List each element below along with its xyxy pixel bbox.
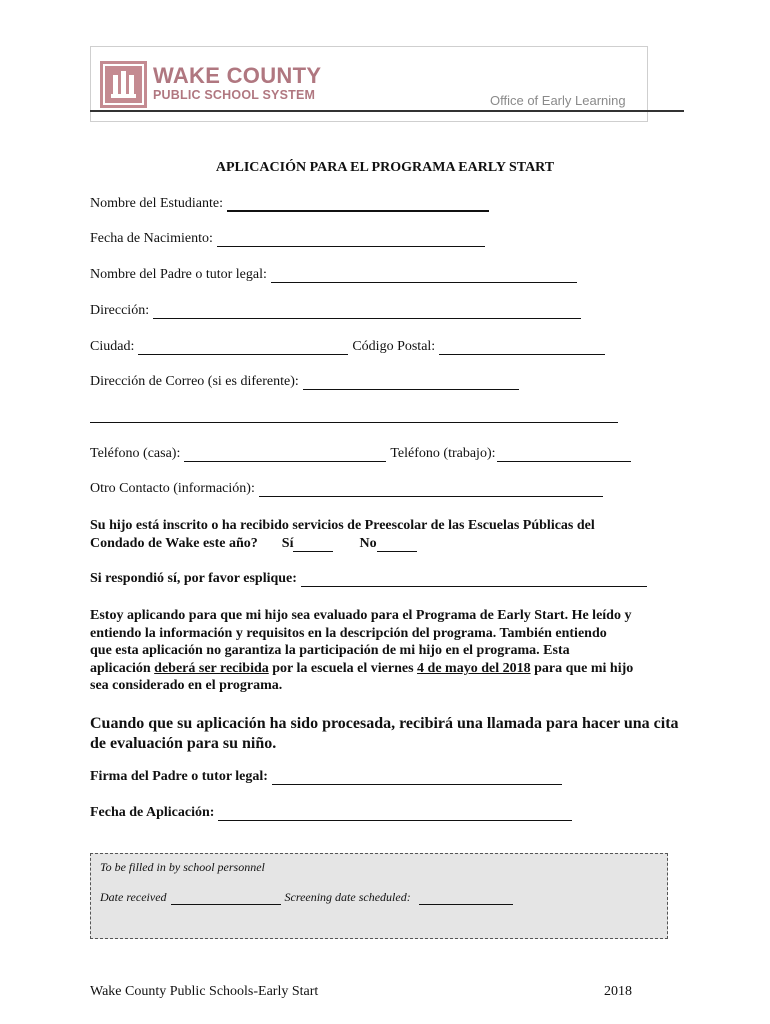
explain-row [90, 571, 651, 587]
address-field[interactable] [153, 306, 581, 319]
phone-work-field[interactable] [497, 449, 631, 462]
no-field[interactable] [377, 539, 417, 552]
no-label: No [359, 535, 377, 551]
school-personnel-row [100, 890, 517, 905]
explain-field[interactable] [301, 574, 647, 587]
signature-label: Firma del Padre o tutor legal: [90, 769, 268, 784]
preschool-question-line2: Condado de Wake este año? [90, 535, 258, 551]
signature-field[interactable] [272, 772, 562, 785]
header-rule [90, 110, 684, 112]
student-name-field[interactable] [227, 198, 489, 212]
student-name-label: Nombre del Estudiante: [90, 196, 223, 211]
signature-row [90, 769, 566, 785]
birth-date-label: Fecha de Nacimiento: [90, 231, 213, 246]
zip-label: Código Postal: [352, 339, 436, 354]
statement-line4-e: para que mi hijo [534, 660, 634, 676]
mail-address-label: Dirección de Correo (si es diferente): [90, 374, 299, 389]
notice-line1: Cuando que su aplicación ha sido procesada, recibirá una llamada para hacer una cita [90, 715, 679, 732]
notice-line2: de evaluación para su niño. [90, 735, 277, 752]
student-name-row [90, 196, 493, 212]
city-zip-row [90, 339, 609, 355]
statement-line2: entiendo la información y requisitos en la descripción del programa. También entiendo [90, 625, 607, 641]
other-contact-label: Otro Contacto (información): [90, 481, 255, 496]
footer-left: Wake County Public Schools-Early Start [90, 984, 319, 999]
preschool-question [90, 517, 690, 552]
parent-name-field[interactable] [271, 270, 577, 283]
page-title: APLICACIÓN PARA EL PROGRAMA EARLY START [215, 160, 555, 175]
preschool-question-line1: Su hijo está inscrito o ha recibido servicios de Preescolar de las Escuelas Públicas del [90, 518, 595, 533]
other-contact-field[interactable] [259, 484, 603, 497]
address-label: Dirección: [90, 303, 150, 318]
birth-date-field[interactable] [217, 234, 485, 247]
deadline-date: 4 de mayo del 2018 [417, 660, 531, 676]
parent-name-row [90, 267, 581, 283]
city-label: Ciudad: [90, 339, 135, 354]
yes-field[interactable] [293, 539, 333, 552]
notice-paragraph [90, 714, 690, 754]
office-name: Office of Early Learning [490, 93, 626, 108]
statement-line4-a: aplicación [90, 660, 151, 676]
other-contact-row [90, 481, 607, 497]
wcpss-logo-icon [100, 61, 147, 108]
parent-name-label: Nombre del Padre o tutor legal: [90, 267, 267, 282]
screening-date-field[interactable] [419, 894, 513, 905]
yes-label: Sí [281, 535, 294, 551]
mail-address-field-2[interactable] [90, 410, 618, 423]
deadline-emphasis: deberá ser recibida [154, 660, 269, 676]
date-received-label: Date received [100, 890, 167, 904]
phone-home-field[interactable] [184, 449, 386, 462]
mail-address-row [90, 374, 523, 390]
date-received-field[interactable] [171, 894, 281, 905]
statement-line4-c: por la escuela el viernes [272, 660, 414, 676]
app-date-field[interactable] [218, 808, 572, 821]
statement-line1: Estoy aplicando para que mi hijo sea evaluado para el Programa de Early Start. He leído y [90, 608, 632, 623]
city-field[interactable] [138, 342, 348, 355]
phone-row [90, 446, 635, 462]
phone-home-label: Teléfono (casa): [90, 446, 181, 461]
birth-date-row [90, 231, 489, 247]
zip-field[interactable] [439, 342, 605, 355]
mail-address-row-2 [90, 410, 622, 423]
school-personnel-title: To be filled in by school personnel [100, 860, 265, 874]
statement-line5: sea considerado en el programa. [90, 678, 283, 693]
mail-address-field[interactable] [303, 377, 519, 390]
phone-work-label: Teléfono (trabajo): [390, 446, 496, 461]
org-subtitle: PUBLIC SCHOOL SYSTEM [153, 88, 316, 102]
app-date-row [90, 805, 576, 821]
org-name: WAKE COUNTY [153, 63, 322, 88]
app-date-label: Fecha de Aplicación: [90, 805, 215, 820]
screening-date-label: Screening date scheduled: [284, 890, 411, 904]
explain-label: Si respondió sí, por favor esplique: [90, 571, 297, 586]
statement-line3: que esta aplicación no garantiza la participación de mi hijo en el programa. Esta [90, 643, 570, 658]
statement-paragraph [90, 607, 690, 695]
footer-year: 2018 [604, 984, 632, 999]
address-row [90, 303, 585, 319]
